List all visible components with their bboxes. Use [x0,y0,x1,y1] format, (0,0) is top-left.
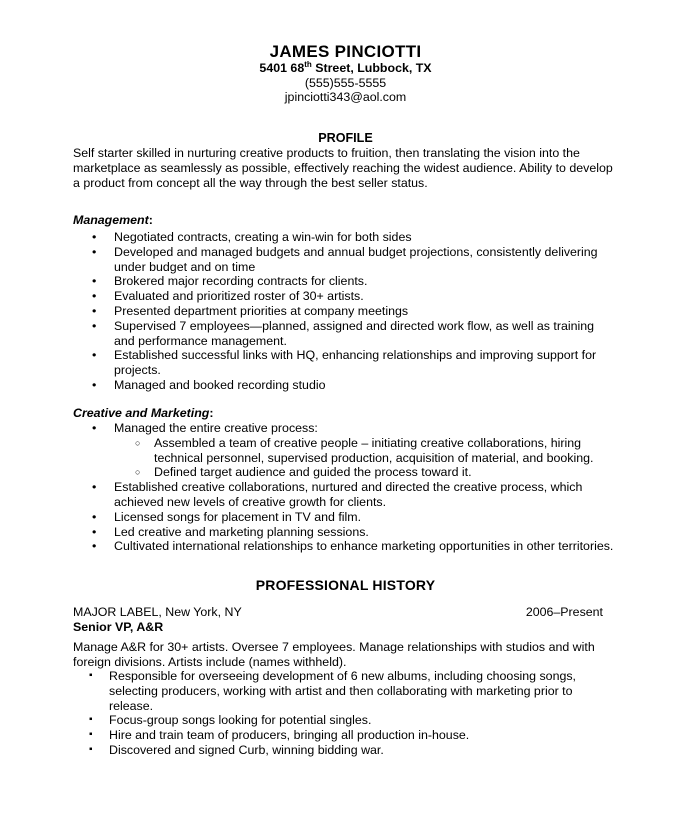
list-item: • Brokered major recording contracts for clients. [114,274,614,289]
email-address: jpinciotti343@aol.com [284,90,407,104]
sub-list-item: ○ Assembled a team of creative people – initiating creative collaborations, hiring technical personnel, supervised production, acquisition of material, and booking. [154,436,614,466]
applicant-name: JAMES PINCIOTTI [269,42,422,61]
list-item: • Licensed songs for placement in TV and film. [114,510,614,525]
list-item: • Managed and booked recording studio [114,378,614,393]
list-item: • Established creative collaborations, nurtured and directed the creative process, which achieved new levels of creative growth for clients. [114,480,614,510]
list-item: • Developed and managed budgets and annual budget projections, consistently delivering under budget and on time [114,245,614,275]
management-heading [73,213,153,228]
management-list [114,230,614,393]
list-item: • Presented department priorities at company meetings [114,304,614,319]
list-item: ▪ Responsible for overseeing development of 6 new albums, including choosing songs, selecting producers, working with artist and then collaborating with marketing prior to release. [109,669,609,713]
job-duties-list [109,669,609,758]
job-company: MAJOR LABEL, New York, NY [73,605,242,619]
sub-list-item: ○ Defined target audience and guided the process toward it. [154,465,614,480]
address-line [0,61,691,76]
list-item: ▪ Focus-group songs looking for potential singles. [109,713,609,728]
list-item [114,421,614,480]
phone-number: (555)555-5555 [304,76,387,90]
creative-marketing-list [114,421,614,554]
creative-sub-list [154,436,614,480]
profile-heading: PROFILE [318,131,373,145]
list-item: ▪ Hire and train team of producers, bringing all production in-house. [109,728,609,743]
creative-marketing-heading [73,406,213,421]
creative-heading-label: Creative and Marketing [73,406,210,420]
address-street: Street, Lubbock, TX [311,61,432,75]
list-item-text: Managed the entire creative process: [114,421,318,435]
address-number: 5401 68 [259,61,305,75]
management-heading-colon: : [148,213,153,227]
job-title: Senior VP, A&R [73,620,164,634]
job-summary: Manage A&R for 30+ artists. Oversee 7 employees. Manage relationships with studios and with foreign divisions. Artists include (names withheld). [73,640,595,669]
list-item: • Evaluated and prioritized roster of 30+ artists. [114,289,614,304]
profile-summary: Self starter skilled in nurturing creative products to fruition, then translating the vision into the marketplace as seamlessly as possible, effectively reaching the widest audience. Ability to develop a product from concept all the way through the best seller status. [73,146,613,190]
address-ordinal: th [304,60,312,69]
list-item: • Established successful links with HQ, enhancing relationships and improving support for projects. [114,348,614,378]
professional-history-heading: PROFESSIONAL HISTORY [255,577,436,593]
list-item: • Led creative and marketing planning sessions. [114,525,614,540]
list-item: • Cultivated international relationships to enhance marketing opportunities in other territories. [114,539,614,554]
list-item: • Negotiated contracts, creating a win-win for both sides [114,230,614,245]
management-heading-label: Management [73,213,149,227]
creative-heading-colon: : [209,406,214,420]
job-dates: 2006–Present [525,605,603,619]
list-item: ▪ Discovered and signed Curb, winning bidding war. [109,743,609,758]
list-item: • Supervised 7 employees—planned, assigned and directed work flow, as well as training and performance management. [114,319,614,349]
